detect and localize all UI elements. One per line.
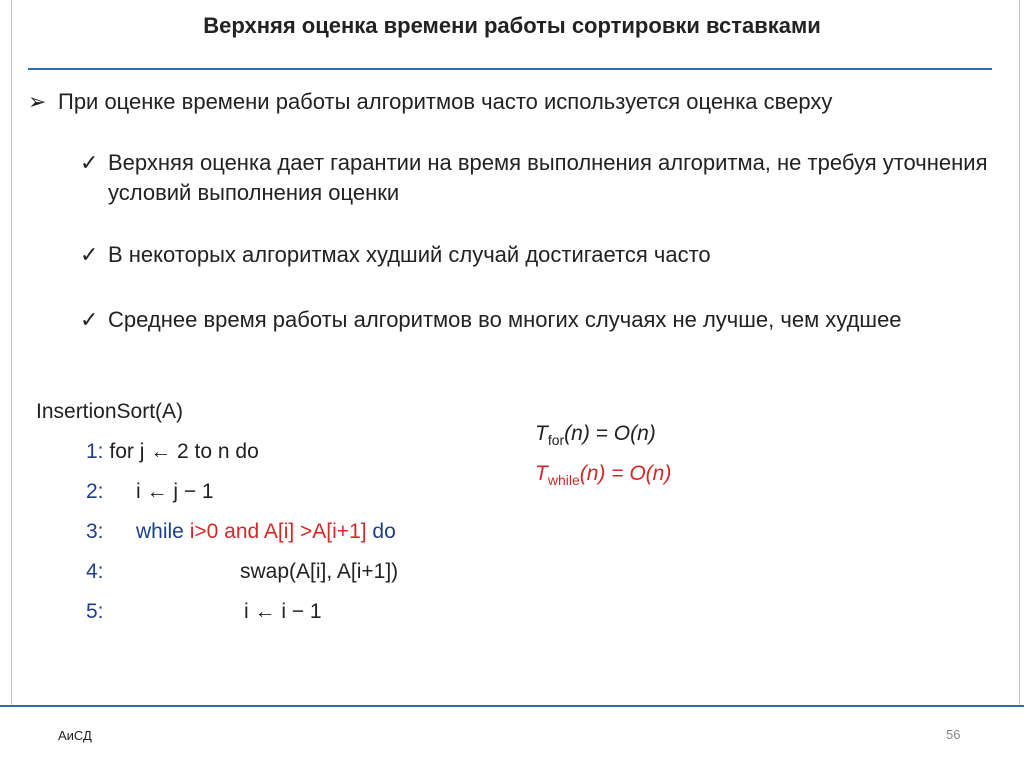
arrow-bullet-icon: ➢	[28, 89, 47, 114]
formula-t-for	[535, 422, 656, 448]
code-line-5	[86, 600, 322, 624]
page-number: 56	[946, 727, 961, 742]
footer-divider	[0, 705, 1024, 707]
formula-symbol: T	[535, 462, 548, 485]
slide-title: Верхняя оценка времени работы сортировки вставками	[203, 13, 821, 38]
line-number: 3:	[86, 520, 104, 543]
code-text	[136, 520, 396, 544]
formula-rest: (n) = O(n)	[579, 462, 672, 485]
code-line-4	[86, 560, 399, 584]
footer-course-label: АиСД	[58, 728, 92, 743]
sub-bullet-text: Среднее время работы алгоритмов во многих случаях не лучше, чем худшее	[108, 307, 902, 332]
checkmark-icon: ✓	[80, 307, 99, 332]
title-divider	[28, 68, 992, 70]
line-number: 4:	[86, 560, 104, 583]
formula-subscript: for	[547, 432, 565, 449]
line-number: 2:	[86, 480, 104, 503]
main-bullet-text: При оценке времени работы алгоритмов часто используется оценка сверху	[58, 89, 833, 114]
checkmark-icon: ✓	[80, 242, 99, 267]
line-number: 5:	[86, 600, 104, 623]
code-text: i ← i − 1	[244, 600, 322, 623]
while-keyword: while	[136, 520, 190, 543]
code-text: i ← j − 1	[136, 480, 214, 503]
code-line-3	[86, 520, 396, 544]
sub-bullet-text: В некоторых алгоритмах худший случай достигается часто	[108, 242, 711, 267]
code-line-1	[86, 440, 259, 464]
loop-condition: i>0 and A[i] >A[i+1]	[189, 520, 367, 543]
formula-symbol: T	[535, 422, 548, 445]
code-line-2	[86, 480, 214, 504]
code-text: swap(A[i], A[i+1])	[240, 560, 399, 583]
checkmark-icon: ✓	[80, 150, 99, 175]
formula-subscript: while	[547, 472, 580, 489]
code-text: for j ← 2 to n do	[109, 440, 259, 463]
formula-t-while	[535, 462, 671, 488]
do-keyword: do	[366, 520, 396, 543]
formula-rest: (n) = O(n)	[564, 422, 656, 445]
algorithm-name: InsertionSort(A)	[36, 400, 184, 423]
line-number: 1:	[86, 440, 104, 463]
sub-bullet-text: Верхняя оценка дает гарантии на время выполнения алгоритма, не требуя уточнения условий выполнения оценки	[108, 150, 988, 205]
